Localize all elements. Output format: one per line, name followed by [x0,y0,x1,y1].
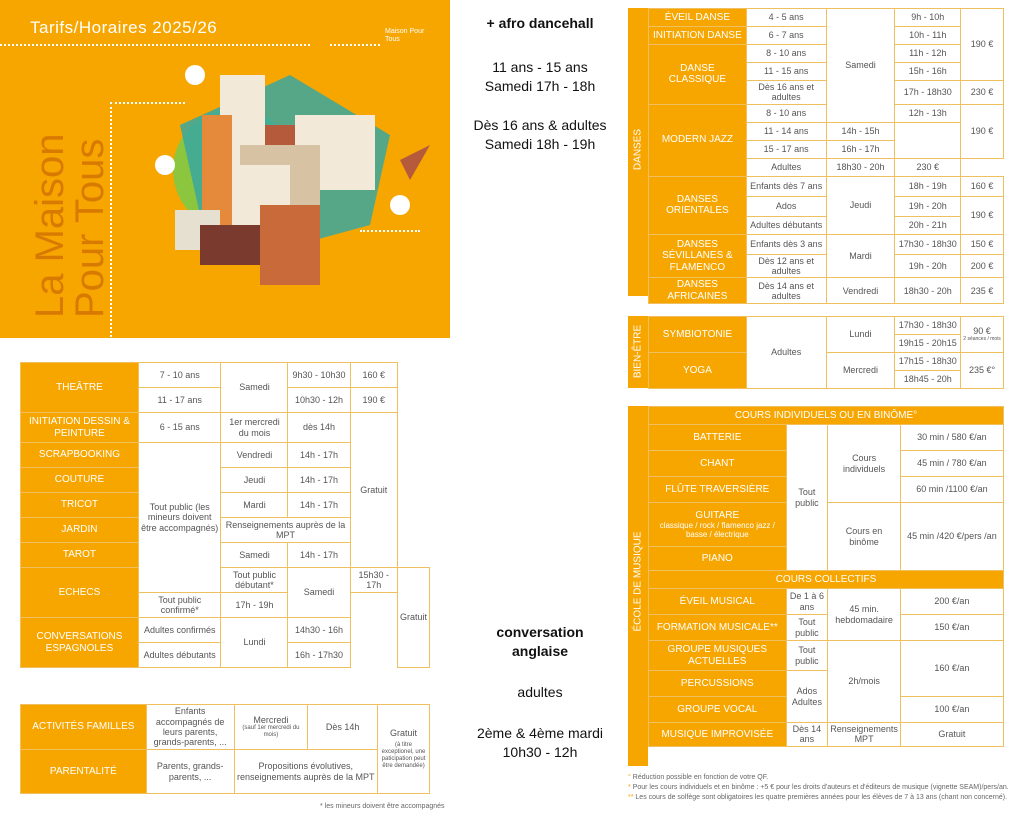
activity-name: YOGA [649,353,747,389]
price: 150 €/an [900,615,1003,641]
dotted-line [330,44,380,46]
time: 18h30 - 20h [895,278,961,304]
time: 20h - 21h [895,216,961,234]
course-type: Cours en binôme [828,503,901,571]
time: 18h45 - 20h [895,371,961,389]
dance-name: MODERN JAZZ [649,104,747,176]
instrument: BATTERIE [649,425,787,451]
afro-dancehall-block [460,14,620,154]
time: 9h30 - 10h30 [288,363,350,388]
course-name: GROUPE MUSIQUES ACTUELLES [649,641,787,671]
section-label: DANSES [632,128,644,171]
age: Adultes [746,158,826,176]
activity-name: ECHECS [21,568,139,618]
info: Renseignements MPT [828,723,901,747]
time: 11h - 12h [895,45,961,63]
hero-banner [0,0,450,338]
header: COURS COLLECTIFS [649,571,1004,589]
dance-name: DANSES ORIENTALES [649,176,747,234]
price: 160 € [961,176,1004,196]
time: 14h - 17h [288,443,350,468]
hero-name: La Maison Pour Tous [28,133,112,318]
activity-name: PARENTALITÉ [21,750,147,794]
time: 16h - 17h [826,140,895,158]
course-name: MUSIQUE IMPROVISÉE [649,723,787,747]
time: 10h - 11h [895,27,961,45]
afro-age-1: 11 ans - 15 ans [492,59,588,75]
day: 1er mercredi du mois [221,413,288,443]
price: Gratuit [397,568,429,668]
price: Gratuit [350,413,397,568]
instrument: PIANO [649,547,787,571]
price: 150 € [961,234,1004,254]
conv-time: 10h30 - 12h [502,744,578,760]
instrument: CHANT [649,451,787,477]
time: 17h15 - 18h30 [895,353,961,371]
price: 90 € 2 séances / mois [961,317,1004,353]
price: 190 € [961,104,1004,158]
section-label: ÉCOLE DE MUSIQUE [632,531,644,632]
age: 4 - 5 ans [746,9,826,27]
price: 235 €° [961,353,1004,389]
time: 14h - 15h [826,122,895,140]
course-type: Cours individuels [828,425,901,503]
time: 19h - 20h [895,254,961,278]
day: Samedi [826,9,895,123]
info: Propositions évolutives, renseignements auprès de la MPT [234,750,378,794]
price: 190 € [961,9,1004,81]
hero-title: Tarifs/Horaires 2025/26 [30,18,218,37]
course-name: GROUPE VOCAL [649,697,787,723]
price: 160 €/an [900,641,1003,697]
activity-name: INITIATION DESSIN & PEINTURE [21,413,139,443]
age: Enfants dès 7 ans [746,176,826,196]
conversation-anglaise-block [460,623,620,762]
frequency: 45 min. hebdomadaire [828,589,901,641]
day: Mardi [221,493,288,518]
age: 11 - 15 ans [746,63,826,81]
conv-day: 2ème & 4ème mardi [476,725,604,741]
price: Gratuit (à titre exceptionel, une paticipation peut être demandée) [378,705,430,794]
music-notes: ° Réduction possible en fonction de votre QF. * Pour les cours individuels et en binôme : +5 € pour les droits d'auteurs et d'éditeurs de musique (vignette SEAM)/pers/an. ** Les cours de solfège sont obligatoires les quatre premières années pour les élèves de 7 à 13 ans (chant non concerné). [628,774,1009,801]
age: Enfants dès 3 ans [746,234,826,254]
time: 15h30 - 17h [350,568,397,593]
age: 11 - 14 ans [746,122,826,140]
day: Samedi [221,363,288,413]
afro-time-1: Samedi 17h - 18h [484,78,596,94]
public: Adultes confirmés [138,618,221,643]
time: 18h - 19h [895,176,961,196]
activity-name: COUTURE [21,468,139,493]
dance-name: DANSES SÉVILLANES & FLAMENCO [649,234,747,278]
dance-name: INITIATION DANSE [649,27,747,45]
age: Dès 16 ans et adultes [746,81,826,105]
time: 14h - 17h [288,468,350,493]
danses-sidebar [628,8,648,296]
day: Jeudi [826,176,895,234]
section-label: BIEN-ÊTRE [632,324,644,379]
public: Tout public [786,641,828,671]
day: Samedi [288,568,350,618]
price: 100 €/an [900,697,1003,723]
price: 230 € [961,81,1004,105]
dance-name: ÉVEIL DANSE [649,9,747,27]
afro-age-2: Dès 16 ans & adultes [473,117,607,133]
day: Mercredi (sauf 1er mercredi du mois) [234,705,308,750]
dance-name: DANSE CLASSIQUE [649,45,747,105]
activity-name: JARDIN [21,518,139,543]
price: 190 € [350,388,397,413]
dotted-line [0,44,310,46]
activity-name: CONVERSATIONS ESPAGNOLES [21,618,139,668]
age: Dès 12 ans et adultes [746,254,826,278]
time: 12h - 13h [895,104,961,122]
age: 6 - 15 ans [138,413,221,443]
conv-title: conversation [496,624,584,640]
day: Mercredi [826,353,895,389]
time: 10h30 - 12h [288,388,350,413]
age: De 1 à 6 ans [786,589,828,615]
town-illustration [140,55,440,300]
public: Tout public (les mineurs doivent être accompagnés) [138,443,221,593]
public: Ados Adultes [786,671,828,723]
time: 16h - 17h30 [288,643,350,668]
public: Tout public confirmé* [138,593,221,618]
time: 17h30 - 18h30 [895,317,961,335]
time: 9h - 10h [895,9,961,27]
bien-etre-sidebar [628,316,648,388]
family-table [20,704,430,794]
day: Lundi [826,317,895,353]
dance-name: DANSES AFRICAINES [649,278,747,304]
day: Vendredi [221,443,288,468]
day: Vendredi [826,278,895,304]
danses-table [648,8,1004,304]
logo: Maison Pour Tous [385,28,425,43]
activity-name: TAROT [21,543,139,568]
age: Dès 14 ans [786,723,828,747]
frequency: 2h/mois [828,641,901,723]
price: 30 min / 580 €/an [900,425,1003,451]
bien-etre-table [648,316,1004,389]
time: dès 14h [288,413,350,443]
public: Tout public [786,425,828,571]
age: 8 - 10 ans [746,104,826,122]
price: 230 € [895,158,961,176]
conv-title: anglaise [511,643,569,659]
public: Parents, grands-parents, ... [146,750,234,794]
day: Mardi [826,234,895,278]
instrument: FLÛTE TRAVERSIÈRE [649,477,787,503]
course-name: FORMATION MUSICALE** [649,615,787,641]
info: Renseignements auprès de la MPT [221,518,350,543]
musique-table [648,406,1004,747]
price: 45 min /420 €/pers /an [900,503,1003,571]
price: 235 € [961,278,1004,304]
price: 60 min /1100 €/an [900,477,1003,503]
time: 14h - 17h [288,543,350,568]
public: Tout public débutant* [221,568,288,593]
time: 17h - 18h30 [895,81,961,105]
afro-time-2: Samedi 18h - 19h [484,136,596,152]
time: 14h - 17h [288,493,350,518]
age: Adultes débutants [746,216,826,234]
conv-public: adultes [517,684,563,700]
public: Adultes débutants [138,643,221,668]
price: 45 min / 780 €/an [900,451,1003,477]
public: Enfants accompagnés de leurs parents, grands-parents, ... [146,705,234,750]
activity-name: ACTIVITÉS FAMILLES [21,705,147,750]
age: 7 - 10 ans [138,363,221,388]
afro-title: + afro dancehall [486,15,594,31]
musique-sidebar [628,406,648,766]
course-name: ÉVEIL MUSICAL [649,589,787,615]
time: 19h15 - 20h15 [895,335,961,353]
age: Ados [746,196,826,216]
time: 17h - 19h [221,593,288,618]
day: Jeudi [221,468,288,493]
age: 6 - 7 ans [746,27,826,45]
footnote: * les mineurs doivent être accompagnés [320,803,445,810]
activities-table [20,362,430,668]
age: 8 - 10 ans [746,45,826,63]
activity-name: TRICOT [21,493,139,518]
price: Gratuit [900,723,1003,747]
activity-name: THEÂTRE [21,363,139,413]
day: Samedi [221,543,288,568]
public: Tout public [786,615,828,641]
time: 18h30 - 20h [826,158,895,176]
price: 200 €/an [900,589,1003,615]
price: 190 € [961,196,1004,234]
activity-name: SCRAPBOOKING [21,443,139,468]
age: 11 - 17 ans [138,388,221,413]
header: COURS INDIVIDUELS OU EN BINÔME° [649,407,1004,425]
price: 160 € [350,363,397,388]
activity-name: SYMBIOTONIE [649,317,747,353]
price: 200 € [961,254,1004,278]
time: 15h - 16h [895,63,961,81]
time: 14h30 - 16h [288,618,350,643]
instrument: GUITARE classique / rock / flamenco jazz / basse / électrique [649,503,787,547]
age: Dès 14 ans et adultes [746,278,826,304]
age: 15 - 17 ans [746,140,826,158]
time: 17h30 - 18h30 [895,234,961,254]
public: Adultes [746,317,826,389]
day: Lundi [221,618,288,668]
time: 19h - 20h [895,196,961,216]
course-name: PERCUSSIONS [649,671,787,697]
time: Dès 14h [308,705,378,750]
